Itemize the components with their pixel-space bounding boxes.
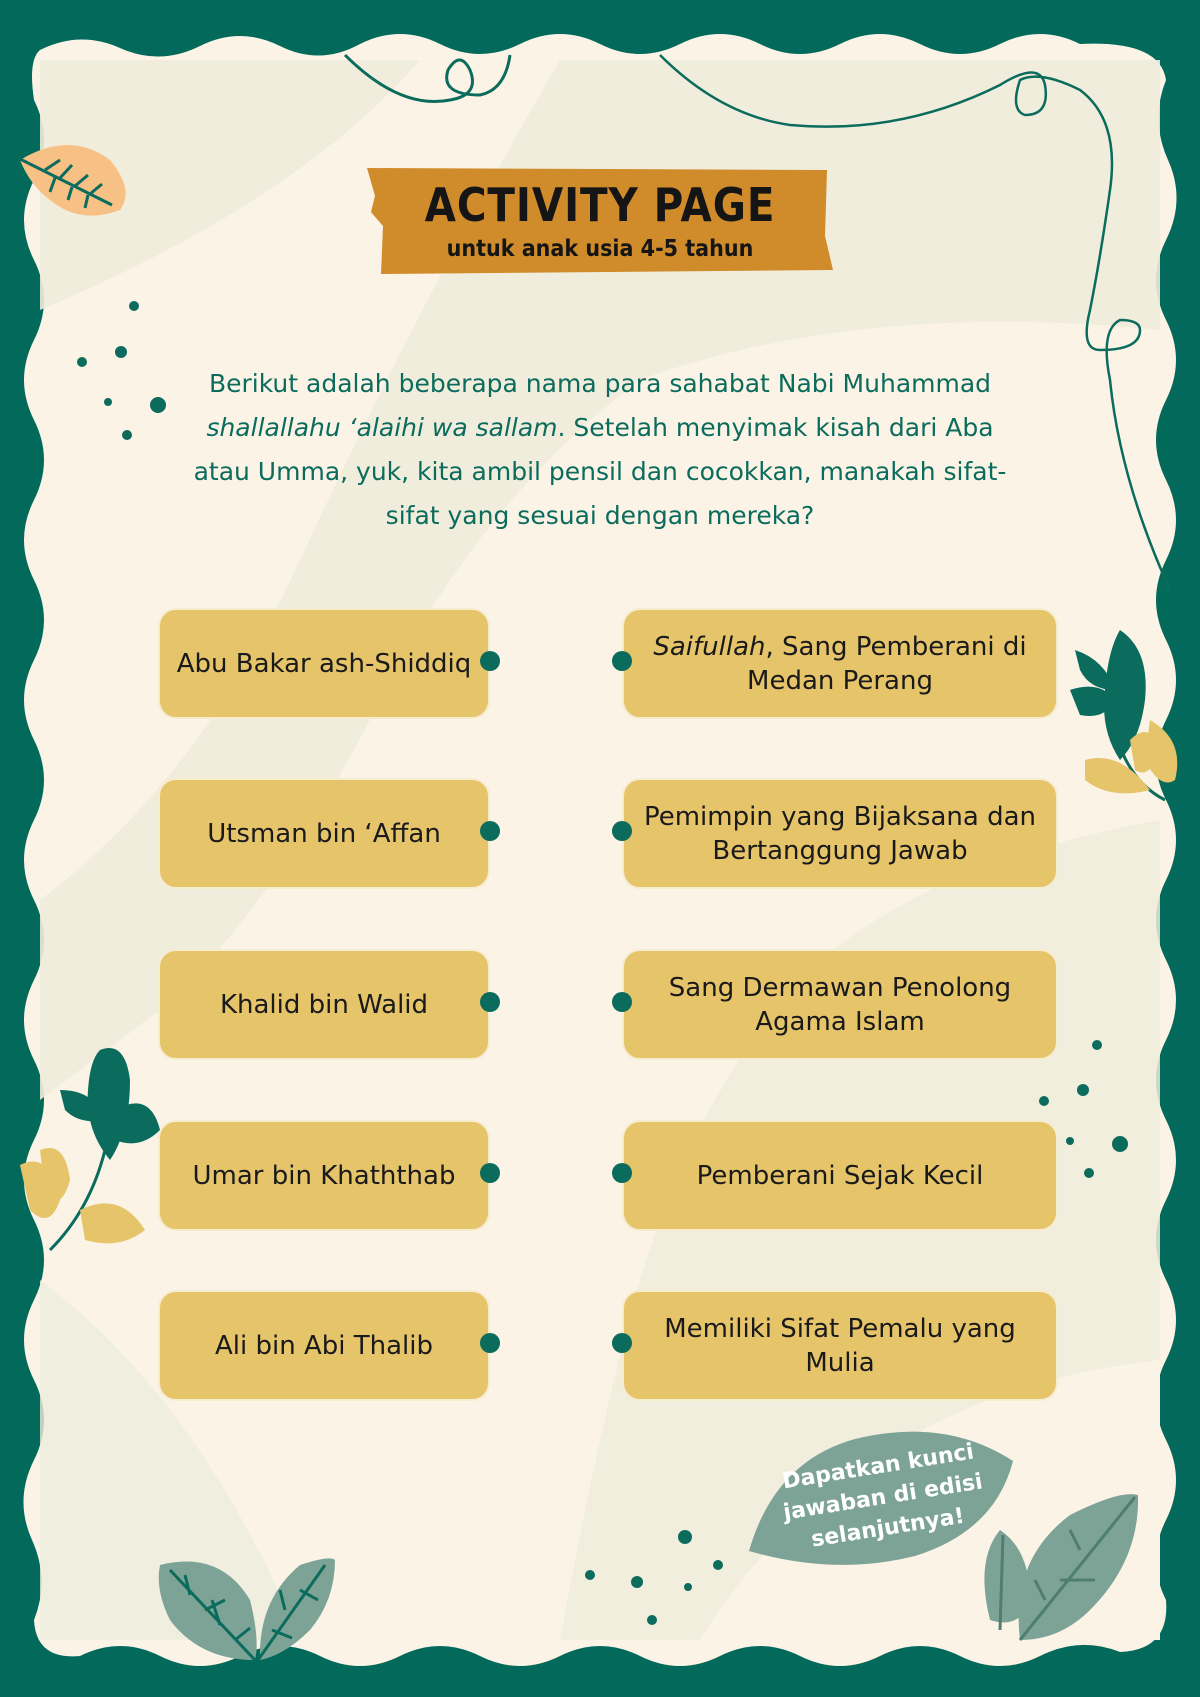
connector-dot-left[interactable] [480,1333,500,1353]
trait-card-pemalu [622,1290,1058,1401]
connector-dot-right[interactable] [612,1333,632,1353]
name-card-utsman [158,778,490,889]
trait-label: Pemberani Sejak Kecil [696,1160,984,1191]
name-label: Utsman bin ‘Affan [207,818,441,849]
trait-label: Memiliki Sifat Pemalu yang Mulia [664,1313,1016,1378]
trait-card-pemimpin [622,778,1058,889]
page-subtitle: untuk anak usia 4-5 tahun [446,236,754,262]
name-label: Khalid bin Walid [219,989,429,1020]
intro-text-1: Berikut adalah beberapa nama para sahabat Nabi Muhammad [208,369,992,398]
title-banner [365,166,835,276]
trait-rest: , Sang Pemberani di Medan Perang [747,631,1027,696]
intro-paragraph [180,362,1020,538]
trait-card-dermawan [622,949,1058,1060]
trait-card-pemberani [622,1120,1058,1231]
connector-dot-left[interactable] [480,821,500,841]
name-label: Ali bin Abi Thalib [215,1330,433,1361]
badge-text: Dapatkan kunci jawaban di edisi selanjutnya! [780,1439,985,1553]
connector-dot-right[interactable] [612,1163,632,1183]
name-card-ali [158,1290,490,1401]
trait-card-saifullah [622,608,1058,719]
connector-dot-right[interactable] [612,651,632,671]
connector-dot-left[interactable] [480,651,500,671]
intro-text-2: . Setelah menyimak kisah dari Aba atau Umma, yuk, kita ambil pensil dan cocokkan, manakah sifat-sifat yang sesuai dengan mereka? [193,413,1007,530]
trait-label: Pemimpin yang Bijaksana dan Bertanggung Jawab [643,801,1036,866]
name-card-khalid [158,949,490,1060]
connector-dot-left[interactable] [480,1163,500,1183]
connector-dot-right[interactable] [612,992,632,1012]
answer-key-badge [745,1421,1015,1571]
name-label: Umar bin Khaththab [192,1160,456,1191]
connector-dot-right[interactable] [612,821,632,841]
page-title: ACTIVITY PAGE [424,178,776,232]
name-label: Abu Bakar ash-Shiddiq [176,648,472,679]
connector-dot-left[interactable] [480,992,500,1012]
trait-italic: Saifullah [653,631,766,662]
name-card-umar [158,1120,490,1231]
trait-label [638,630,1042,698]
trait-label: Sang Dermawan Penolong Agama Islam [668,972,1012,1037]
intro-text-italic: shallallahu ‘alaihi wa sallam [206,413,558,442]
name-card-abu-bakar [158,608,490,719]
